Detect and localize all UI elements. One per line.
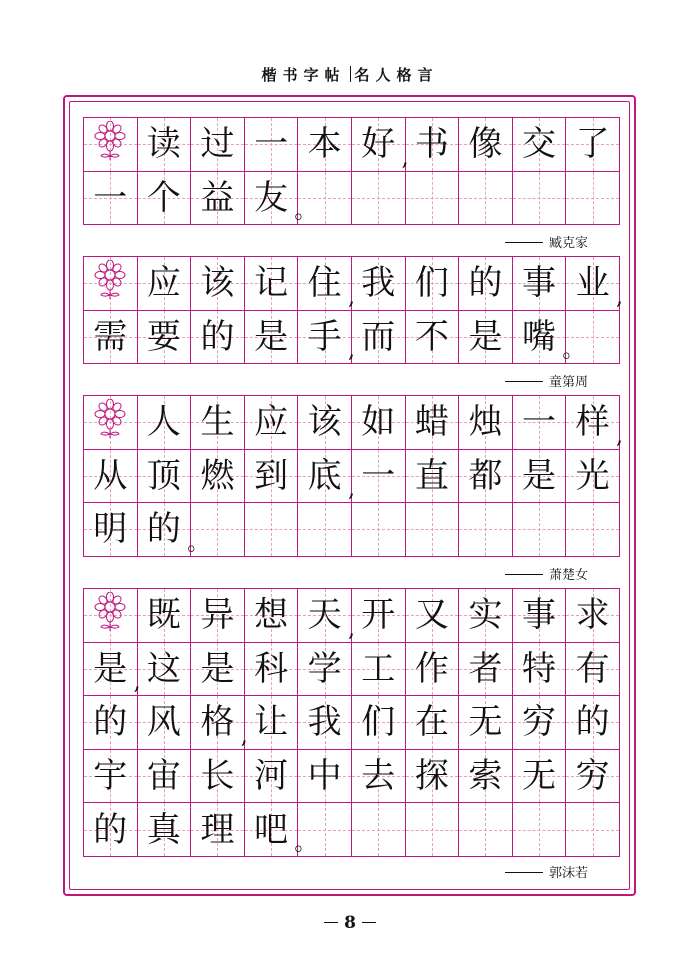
copybook-grid xyxy=(83,395,623,557)
character: 理 xyxy=(200,809,235,850)
grid-cell xyxy=(84,803,138,857)
character: 一 xyxy=(522,402,557,443)
character: 这 xyxy=(146,648,181,689)
grid-cell xyxy=(566,118,620,172)
character: 格 xyxy=(200,702,235,743)
copybook-grid xyxy=(83,117,620,225)
character: 宙 xyxy=(146,756,181,797)
character: 应 xyxy=(146,263,181,304)
grid-cell xyxy=(566,396,620,450)
grid-cell xyxy=(298,643,352,697)
grid-cell xyxy=(245,803,299,857)
grid-cell xyxy=(406,396,460,450)
grid-cell xyxy=(352,172,406,226)
character: 无 xyxy=(468,702,503,743)
punctuation-mark: 。 xyxy=(294,831,317,856)
grid-cell xyxy=(352,696,406,750)
grid-cell xyxy=(84,750,138,804)
grid-cell xyxy=(406,172,460,226)
copybook-grid xyxy=(83,256,623,364)
grid-cell xyxy=(459,696,513,750)
flower-cell xyxy=(84,257,138,311)
quote-author xyxy=(505,564,588,583)
grid-cell xyxy=(138,118,192,172)
character: 住 xyxy=(307,263,342,304)
flower-cell xyxy=(84,118,138,172)
grid-cell xyxy=(352,396,406,450)
author-dash xyxy=(505,242,543,243)
character: 我 xyxy=(307,702,342,743)
character: 让 xyxy=(254,702,289,743)
grid-cell xyxy=(191,311,245,365)
character: 者 xyxy=(468,648,503,689)
grid-cell xyxy=(406,803,460,857)
grid-cell xyxy=(298,750,352,804)
grid-cell xyxy=(298,118,352,172)
character: 的 xyxy=(200,316,235,357)
page-number-text: 8 xyxy=(344,913,356,933)
character: 从 xyxy=(93,455,128,496)
author-name: 郭沫若 xyxy=(548,866,588,881)
grid-cell xyxy=(191,172,245,226)
character: 过 xyxy=(200,124,235,165)
character: 蜡 xyxy=(414,402,449,443)
quote-author xyxy=(505,232,588,251)
character: 该 xyxy=(200,263,235,304)
grid-cell xyxy=(513,257,567,311)
character: 无 xyxy=(522,756,557,797)
grid-cell xyxy=(406,589,460,643)
character: 求 xyxy=(575,595,610,636)
character: 需 xyxy=(93,316,128,357)
grid-cell xyxy=(191,257,245,311)
grid-cell xyxy=(298,257,352,311)
grid-cell xyxy=(566,450,620,504)
grid-cell xyxy=(513,311,567,365)
character: 不 xyxy=(414,316,449,357)
punctuation-mark: , xyxy=(348,477,355,503)
character: 本 xyxy=(307,124,342,165)
grid-cell xyxy=(566,503,620,557)
grid-cell xyxy=(352,803,406,857)
grid-cell xyxy=(138,396,192,450)
character: 想 xyxy=(254,595,289,636)
grid-cell xyxy=(191,696,245,750)
grid-cell xyxy=(566,643,620,697)
grid-cell xyxy=(84,643,138,697)
character: 的 xyxy=(575,702,610,743)
flower-icon xyxy=(93,399,127,445)
grid-cell xyxy=(513,803,567,857)
grid-cell xyxy=(352,118,406,172)
grid-cell xyxy=(406,118,460,172)
grid-cell xyxy=(352,257,406,311)
character: 该 xyxy=(307,402,342,443)
grid-cell xyxy=(459,503,513,557)
grid-cell xyxy=(406,696,460,750)
grid-cell xyxy=(566,257,620,311)
character: 事 xyxy=(522,263,557,304)
grid-cell xyxy=(245,589,299,643)
grid-cell xyxy=(245,450,299,504)
punctuation-mark: , xyxy=(616,284,623,310)
grid-cell xyxy=(459,257,513,311)
character: 人 xyxy=(146,402,181,443)
grid-cell xyxy=(352,450,406,504)
copybook-grid xyxy=(83,588,620,857)
character: 们 xyxy=(414,263,449,304)
grid-cell xyxy=(84,172,138,226)
grid-cell xyxy=(245,750,299,804)
character: 到 xyxy=(254,455,289,496)
grid-cell xyxy=(406,450,460,504)
character: 是 xyxy=(468,316,503,357)
grid-cell xyxy=(406,503,460,557)
header-left: 楷书字帖 xyxy=(261,66,346,84)
grid-cell xyxy=(245,311,299,365)
character: 探 xyxy=(414,756,449,797)
character: 学 xyxy=(307,648,342,689)
character: 事 xyxy=(522,595,557,636)
character: 而 xyxy=(361,316,396,357)
grid-cell xyxy=(245,696,299,750)
grid-cell xyxy=(566,172,620,226)
punctuation-mark: , xyxy=(348,616,355,642)
character: 科 xyxy=(254,648,289,689)
grid-cell xyxy=(298,589,352,643)
grid-cell xyxy=(191,643,245,697)
character: 嘴 xyxy=(522,316,557,357)
character: 又 xyxy=(414,595,449,636)
character: 去 xyxy=(361,756,396,797)
grid-cell xyxy=(352,750,406,804)
character: 开 xyxy=(361,595,396,636)
grid-cell xyxy=(406,257,460,311)
grid-cell xyxy=(513,589,567,643)
character: 作 xyxy=(414,648,449,689)
character: 既 xyxy=(146,595,181,636)
flower-icon xyxy=(93,260,127,306)
punctuation-mark: 。 xyxy=(562,338,585,364)
grid-cell xyxy=(406,643,460,697)
grid-cell xyxy=(513,450,567,504)
character: 中 xyxy=(307,756,342,797)
character: 手 xyxy=(307,316,342,357)
grid-cell xyxy=(513,643,567,697)
grid-cell xyxy=(84,503,138,557)
character: 的 xyxy=(468,263,503,304)
flower-icon xyxy=(93,592,127,638)
grid-cell xyxy=(459,450,513,504)
grid-cell xyxy=(352,643,406,697)
grid-cell xyxy=(298,396,352,450)
flower-cell xyxy=(84,589,138,643)
character: 如 xyxy=(361,402,396,443)
character: 的 xyxy=(93,809,128,850)
flower-icon xyxy=(93,121,127,167)
character: 是 xyxy=(522,455,557,496)
grid-cell xyxy=(566,589,620,643)
grid-cell xyxy=(513,396,567,450)
character: 工 xyxy=(361,648,396,689)
grid-cell xyxy=(245,172,299,226)
character: 河 xyxy=(254,756,289,797)
punctuation-mark: , xyxy=(348,284,355,310)
grid-cell xyxy=(84,450,138,504)
punctuation-mark: , xyxy=(240,723,248,749)
grid-cell xyxy=(245,257,299,311)
grid-cell xyxy=(138,589,192,643)
character: 直 xyxy=(414,455,449,496)
flower-cell xyxy=(84,396,138,450)
punctuation-mark: , xyxy=(401,145,409,171)
character: 宇 xyxy=(93,756,128,797)
author-dash xyxy=(505,381,543,382)
character: 在 xyxy=(414,702,449,743)
grid-cell xyxy=(138,450,192,504)
character: 一 xyxy=(254,124,289,165)
character: 是 xyxy=(254,316,289,357)
character: 的 xyxy=(93,702,128,743)
header-right: 名人格言 xyxy=(354,66,439,84)
character: 真 xyxy=(146,809,181,850)
header-divider xyxy=(350,66,351,82)
grid-cell xyxy=(513,696,567,750)
character: 样 xyxy=(575,402,610,443)
grid-cell xyxy=(298,503,352,557)
author-dash xyxy=(505,574,543,575)
character: 书 xyxy=(414,124,449,165)
page-number xyxy=(0,913,700,933)
grid-cell xyxy=(352,311,406,365)
character: 要 xyxy=(146,316,181,357)
grid-cell xyxy=(459,750,513,804)
character: 异 xyxy=(200,595,235,636)
grid-cell xyxy=(459,172,513,226)
grid-cell xyxy=(566,696,620,750)
character: 烛 xyxy=(468,402,503,443)
grid-cell xyxy=(138,750,192,804)
character: 好 xyxy=(361,124,396,165)
character: 穷 xyxy=(522,702,557,743)
character: 个 xyxy=(146,177,181,218)
character: 一 xyxy=(361,455,396,496)
grid-cell xyxy=(245,643,299,697)
character: 记 xyxy=(254,263,289,304)
grid-cell xyxy=(513,750,567,804)
grid-cell xyxy=(298,450,352,504)
character: 特 xyxy=(522,648,557,689)
character: 了 xyxy=(575,124,610,165)
grid-cell xyxy=(459,311,513,365)
punctuation-mark: , xyxy=(616,423,623,449)
character: 生 xyxy=(200,402,235,443)
character: 长 xyxy=(200,756,235,797)
grid-cell xyxy=(245,396,299,450)
character: 底 xyxy=(307,455,342,496)
punctuation-mark: 。 xyxy=(294,199,317,225)
grid-cell xyxy=(191,118,245,172)
grid-cell xyxy=(298,311,352,365)
character: 燃 xyxy=(200,455,235,496)
character: 们 xyxy=(361,702,396,743)
grid-cell xyxy=(513,172,567,226)
punctuation-mark: , xyxy=(348,338,355,364)
grid-cell xyxy=(138,257,192,311)
character: 光 xyxy=(575,455,610,496)
character: 是 xyxy=(93,648,128,689)
character: 有 xyxy=(575,648,610,689)
character: 像 xyxy=(468,124,503,165)
author-name: 萧楚女 xyxy=(548,568,588,583)
grid-cell xyxy=(138,503,192,557)
character: 我 xyxy=(361,263,396,304)
grid-cell xyxy=(191,396,245,450)
grid-cell xyxy=(513,118,567,172)
grid-cell xyxy=(138,643,192,697)
character: 穷 xyxy=(575,756,610,797)
character: 天 xyxy=(307,595,342,636)
grid-cell xyxy=(191,450,245,504)
grid-cell xyxy=(459,589,513,643)
grid-cell xyxy=(566,803,620,857)
grid-cell xyxy=(459,643,513,697)
quote-author xyxy=(505,862,588,881)
grid-cell xyxy=(352,503,406,557)
grid-cell xyxy=(84,696,138,750)
grid-cell xyxy=(245,503,299,557)
grid-cell xyxy=(406,750,460,804)
grid-cell xyxy=(191,803,245,857)
character: 读 xyxy=(146,124,181,165)
character: 交 xyxy=(522,124,557,165)
character: 是 xyxy=(200,648,235,689)
grid-cell xyxy=(138,311,192,365)
grid-cell xyxy=(84,311,138,365)
character: 顶 xyxy=(146,455,181,496)
character: 益 xyxy=(200,177,235,218)
grid-cell xyxy=(406,311,460,365)
grid-cell xyxy=(138,172,192,226)
grid-cell xyxy=(191,589,245,643)
character: 业 xyxy=(575,263,610,304)
grid-cell xyxy=(459,803,513,857)
character: 一 xyxy=(93,177,128,218)
character: 都 xyxy=(468,455,503,496)
punctuation-mark: , xyxy=(133,670,141,696)
grid-cell xyxy=(138,803,192,857)
author-name: 臧克家 xyxy=(548,236,588,251)
punctuation-mark: 。 xyxy=(187,530,210,556)
grid-cell xyxy=(352,589,406,643)
character: 应 xyxy=(254,402,289,443)
character: 实 xyxy=(468,595,503,636)
character: 索 xyxy=(468,756,503,797)
grid-cell xyxy=(459,396,513,450)
character: 风 xyxy=(146,702,181,743)
grid-cell xyxy=(191,750,245,804)
author-name: 童第周 xyxy=(548,375,588,390)
character: 明 xyxy=(93,509,128,550)
page-header xyxy=(0,64,700,85)
grid-cell xyxy=(566,750,620,804)
grid-cell xyxy=(138,696,192,750)
quote-author xyxy=(505,371,588,390)
grid-cell xyxy=(459,118,513,172)
author-dash xyxy=(505,872,543,873)
grid-cell xyxy=(245,118,299,172)
grid-cell xyxy=(513,503,567,557)
character: 友 xyxy=(254,177,289,218)
grid-cell xyxy=(298,696,352,750)
character: 的 xyxy=(146,509,181,550)
character: 吧 xyxy=(254,809,289,850)
